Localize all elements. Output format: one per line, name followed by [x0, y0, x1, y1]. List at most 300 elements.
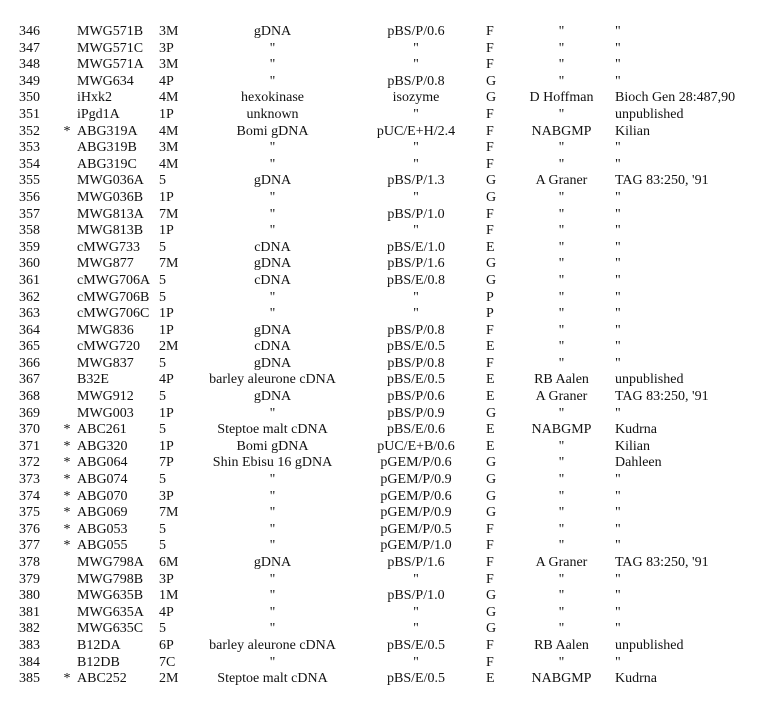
- entry-number: 373: [19, 472, 40, 488]
- quality-grade: G: [486, 488, 497, 504]
- probe-type: Bomi gDNA: [236, 123, 309, 139]
- clone-name: iPgd1A: [77, 106, 120, 122]
- clone-name: ABC252: [77, 671, 127, 687]
- vector-insert: pGEM/P/0.9: [380, 505, 452, 521]
- probe-type: cDNA: [254, 272, 291, 288]
- probe-source: ": [558, 339, 565, 355]
- table-row: [19, 638, 767, 655]
- marker-asterisk: *: [63, 671, 71, 687]
- probe-source: ": [558, 322, 565, 338]
- probe-type: ": [269, 488, 276, 504]
- probe-type: hexokinase: [241, 90, 304, 106]
- chromosome-arm: 5: [159, 538, 166, 554]
- table-row: [19, 339, 767, 356]
- reference: ": [615, 521, 621, 537]
- chromosome-arm: 7C: [159, 654, 176, 670]
- probe-source: ": [558, 505, 565, 521]
- clone-name: ABG069: [77, 505, 128, 521]
- reference: ": [615, 206, 621, 222]
- chromosome-arm: 3P: [159, 488, 174, 504]
- marker-asterisk: [57, 24, 77, 41]
- table-row: [19, 489, 767, 506]
- reference: Dahleen: [615, 455, 662, 471]
- table-row: [19, 555, 767, 572]
- reference: ": [615, 654, 621, 670]
- quality-grade: G: [486, 604, 497, 620]
- table-row: [19, 41, 767, 58]
- table-row: [19, 389, 767, 406]
- probe-type: ": [269, 223, 276, 239]
- vector-insert: ": [413, 306, 419, 322]
- clone-name: ABG319C: [77, 156, 137, 172]
- reference: TAG 83:250, '91: [615, 555, 709, 570]
- chromosome-arm: 5: [159, 521, 166, 537]
- probe-type: ": [269, 189, 276, 205]
- marker-asterisk: *: [63, 505, 71, 521]
- vector-insert: pBS/P/0.8: [387, 355, 445, 371]
- reference: ": [615, 322, 621, 338]
- chromosome-arm: 6M: [159, 555, 179, 570]
- probe-source: ": [558, 206, 565, 222]
- probe-source: ": [558, 571, 565, 587]
- quality-grade: P: [486, 289, 494, 305]
- table-row: [19, 455, 767, 472]
- vector-insert: pBS/P/0.8: [387, 322, 445, 338]
- marker-asterisk: [57, 306, 77, 323]
- quality-grade: F: [486, 57, 494, 73]
- quality-grade: F: [486, 123, 494, 139]
- probe-source: NABGMP: [531, 422, 592, 438]
- quality-grade: F: [486, 555, 494, 570]
- probe-source: ": [558, 306, 565, 322]
- clone-name: ABG319B: [77, 140, 137, 156]
- probe-type: ": [269, 405, 276, 421]
- marker-asterisk: [57, 173, 77, 190]
- clone-name: ABG055: [77, 538, 128, 554]
- probe-source: A Graner: [535, 389, 588, 405]
- probe-source: ": [558, 256, 565, 272]
- probe-source: ": [558, 588, 565, 604]
- table-row: [19, 57, 767, 74]
- entry-number: 374: [19, 488, 40, 504]
- vector-insert: pBS/E/0.5: [387, 339, 445, 355]
- probe-source: ": [558, 272, 565, 288]
- probe-source: ": [558, 289, 565, 305]
- probe-source: ": [558, 654, 565, 670]
- chromosome-arm: 4M: [159, 123, 179, 139]
- quality-grade: F: [486, 40, 494, 56]
- marker-asterisk: *: [63, 521, 71, 537]
- table-row: [19, 588, 767, 605]
- chromosome-arm: 3M: [159, 24, 179, 39]
- chromosome-arm: 3M: [159, 140, 179, 156]
- reference: Bioch Gen 28:487,90: [615, 90, 736, 106]
- marker-asterisk: [57, 406, 77, 423]
- entry-number: 375: [19, 505, 40, 521]
- reference: unpublished: [615, 372, 684, 388]
- quality-grade: E: [486, 671, 495, 687]
- entry-number: 376: [19, 521, 40, 537]
- table-row: [19, 124, 767, 141]
- probe-type: ": [269, 156, 276, 172]
- entry-number: 385: [19, 671, 40, 687]
- table-row: [19, 74, 767, 91]
- probe-source: ": [558, 24, 565, 39]
- vector-insert: pUC/E+B/0.6: [377, 438, 455, 454]
- quality-grade: E: [486, 422, 495, 438]
- probe-type: gDNA: [253, 389, 292, 405]
- marker-asterisk: [57, 207, 77, 224]
- entry-number: 347: [19, 40, 40, 56]
- probe-type: Steptoe malt cDNA: [217, 422, 328, 438]
- reference: ": [615, 604, 621, 620]
- vector-insert: pBS/E/0.5: [387, 671, 445, 687]
- clone-name: MWG798A: [77, 555, 144, 570]
- chromosome-arm: 5: [159, 289, 166, 305]
- probe-source: ": [558, 239, 565, 255]
- quality-grade: F: [486, 521, 494, 537]
- chromosome-arm: 5: [159, 239, 166, 255]
- vector-insert: ": [413, 621, 419, 637]
- entry-number: 353: [19, 140, 40, 156]
- reference: ": [615, 256, 621, 272]
- chromosome-arm: 4P: [159, 372, 174, 388]
- probe-type: ": [269, 73, 276, 89]
- clone-name: MWG813A: [77, 206, 144, 222]
- clone-name: MWG635A: [77, 604, 144, 620]
- probe-source: ": [558, 156, 565, 172]
- chromosome-arm: 2M: [159, 671, 179, 687]
- clone-name: cMWG706C: [77, 306, 150, 322]
- quality-grade: G: [486, 189, 497, 205]
- probe-source: ": [558, 621, 565, 637]
- probe-type: gDNA: [253, 322, 292, 338]
- quality-grade: F: [486, 571, 494, 587]
- marker-asterisk: [57, 356, 77, 373]
- table-row: [19, 207, 767, 224]
- chromosome-arm: 3P: [159, 40, 174, 56]
- reference: TAG 83:250, '91: [615, 389, 709, 405]
- clone-name: MWG836: [77, 322, 134, 338]
- table-row: [19, 605, 767, 622]
- table-row: [19, 655, 767, 672]
- probe-type: barley aleurone cDNA: [209, 372, 336, 388]
- marker-asterisk: [57, 157, 77, 174]
- probe-type: ": [269, 621, 276, 637]
- entry-number: 383: [19, 637, 40, 653]
- table-row: [19, 406, 767, 423]
- chromosome-arm: 1P: [159, 106, 174, 122]
- chromosome-arm: 3P: [159, 571, 174, 587]
- probe-source: ": [558, 40, 565, 56]
- reference: ": [615, 73, 621, 89]
- probe-type: gDNA: [253, 24, 292, 39]
- table-row: [19, 422, 767, 439]
- clone-name: MWG571C: [77, 40, 144, 56]
- chromosome-arm: 5: [159, 355, 166, 371]
- chromosome-arm: 1P: [159, 223, 174, 239]
- quality-grade: G: [486, 588, 497, 604]
- vector-insert: pBS/P/0.6: [387, 389, 445, 405]
- clone-name: MWG036B: [77, 189, 144, 205]
- probe-source: RB Aalen: [534, 637, 589, 653]
- marker-asterisk: [57, 190, 77, 207]
- probe-type: ": [269, 505, 276, 521]
- clone-name: cMWG720: [77, 339, 140, 355]
- table-row: [19, 505, 767, 522]
- chromosome-arm: 1P: [159, 405, 174, 421]
- clone-name: cMWG706A: [77, 272, 151, 288]
- marker-asterisk: [57, 256, 77, 273]
- probe-source: ": [558, 405, 565, 421]
- vector-insert: pBS/E/1.0: [387, 239, 445, 255]
- probe-source: ": [558, 472, 565, 488]
- probe-type: ": [269, 289, 276, 305]
- clone-name: MWG635B: [77, 588, 144, 604]
- marker-asterisk: *: [63, 538, 71, 554]
- probe-type: Bomi gDNA: [236, 438, 309, 454]
- probe-type: Shin Ebisu 16 gDNA: [212, 455, 333, 471]
- entry-number: 351: [19, 106, 40, 122]
- clone-name: MWG036A: [77, 173, 144, 189]
- table-row: [19, 522, 767, 539]
- vector-insert: pBS/P/1.6: [387, 555, 445, 570]
- vector-insert: ": [413, 57, 419, 73]
- entry-number: 377: [19, 538, 40, 554]
- entry-number: 365: [19, 339, 40, 355]
- clone-name: MWG571B: [77, 24, 144, 39]
- probe-type: Steptoe malt cDNA: [217, 671, 328, 687]
- probe-type: cDNA: [254, 239, 291, 255]
- table-row: [19, 621, 767, 638]
- clone-name: MWG798B: [77, 571, 144, 587]
- entry-number: 369: [19, 405, 40, 421]
- reference: ": [615, 289, 621, 305]
- quality-grade: E: [486, 372, 495, 388]
- marker-asterisk: [57, 605, 77, 622]
- probe-source: ": [558, 538, 565, 554]
- reference: ": [615, 239, 621, 255]
- reference: ": [615, 223, 621, 239]
- clone-name: MWG877: [77, 256, 134, 272]
- probe-source: ": [558, 189, 565, 205]
- entry-number: 364: [19, 322, 40, 338]
- clone-name: MWG635C: [77, 621, 144, 637]
- chromosome-arm: 2M: [159, 339, 179, 355]
- vector-insert: ": [413, 140, 419, 156]
- probe-source: ": [558, 438, 565, 454]
- table-row: [19, 671, 767, 688]
- clone-name: ABG064: [77, 455, 128, 471]
- probe-type: cDNA: [254, 339, 291, 355]
- quality-grade: F: [486, 654, 494, 670]
- chromosome-arm: 4P: [159, 73, 174, 89]
- reference: ": [615, 140, 621, 156]
- quality-grade: F: [486, 140, 494, 156]
- table-row: [19, 223, 767, 240]
- marker-asterisk: [57, 638, 77, 655]
- vector-insert: pGEM/P/0.9: [380, 472, 452, 488]
- clone-name: cMWG733: [77, 239, 140, 255]
- probe-type: barley aleurone cDNA: [209, 637, 336, 653]
- entry-number: 346: [19, 24, 40, 39]
- probe-source: ": [558, 355, 565, 371]
- entry-number: 356: [19, 189, 40, 205]
- chromosome-arm: 1M: [159, 588, 179, 604]
- reference: ": [615, 24, 621, 39]
- clone-name: MWG634: [77, 73, 134, 89]
- quality-grade: F: [486, 322, 494, 338]
- clone-name: iHxk2: [77, 90, 112, 106]
- quality-grade: F: [486, 538, 494, 554]
- probe-type: ": [269, 571, 276, 587]
- table-row: [19, 356, 767, 373]
- entry-number: 360: [19, 256, 40, 272]
- probe-table: [19, 24, 767, 688]
- probe-type: ": [269, 206, 276, 222]
- vector-insert: pBS/E/0.6: [387, 422, 445, 438]
- reference: ": [615, 156, 621, 172]
- chromosome-arm: 1P: [159, 322, 174, 338]
- reference: ": [615, 40, 621, 56]
- reference: ": [615, 538, 621, 554]
- quality-grade: F: [486, 223, 494, 239]
- chromosome-arm: 1P: [159, 438, 174, 454]
- marker-asterisk: [57, 140, 77, 157]
- table-row: [19, 439, 767, 456]
- reference: ": [615, 588, 621, 604]
- reference: ": [615, 472, 621, 488]
- probe-type: unknown: [246, 106, 299, 122]
- probe-source: NABGMP: [531, 671, 592, 687]
- clone-name: ABG320: [77, 438, 128, 454]
- quality-grade: G: [486, 472, 497, 488]
- quality-grade: F: [486, 355, 494, 371]
- entry-number: 366: [19, 355, 40, 371]
- probe-type: ": [269, 40, 276, 56]
- clone-name: B12DA: [77, 637, 121, 653]
- marker-asterisk: *: [63, 488, 71, 504]
- probe-type: ": [269, 604, 276, 620]
- probe-type: ": [269, 654, 276, 670]
- probe-type: ": [269, 538, 276, 554]
- chromosome-arm: 7M: [159, 206, 179, 222]
- vector-insert: pBS/P/0.9: [387, 405, 445, 421]
- reference: Kilian: [615, 123, 650, 139]
- probe-source: NABGMP: [531, 123, 592, 139]
- vector-insert: pBS/E/0.8: [387, 272, 445, 288]
- entry-number: 382: [19, 621, 40, 637]
- quality-grade: F: [486, 206, 494, 222]
- reference: ": [615, 488, 621, 504]
- quality-grade: E: [486, 438, 495, 454]
- table-row: [19, 538, 767, 555]
- marker-asterisk: [57, 621, 77, 638]
- reference: ": [615, 306, 621, 322]
- probe-source: ": [558, 455, 565, 471]
- reference: ": [615, 57, 621, 73]
- table-row: [19, 273, 767, 290]
- quality-grade: G: [486, 173, 497, 189]
- reference: ": [615, 621, 621, 637]
- vector-insert: ": [413, 223, 419, 239]
- table-row: [19, 372, 767, 389]
- vector-insert: pBS/P/1.0: [387, 588, 445, 604]
- entry-number: 355: [19, 173, 40, 189]
- reference: unpublished: [615, 637, 684, 653]
- chromosome-arm: 3M: [159, 57, 179, 73]
- vector-insert: ": [413, 654, 419, 670]
- quality-grade: F: [486, 106, 494, 122]
- table-row: [19, 256, 767, 273]
- entry-number: 378: [19, 555, 40, 570]
- chromosome-arm: 5: [159, 173, 166, 189]
- entry-number: 349: [19, 73, 40, 89]
- probe-type: ": [269, 57, 276, 73]
- probe-type: ": [269, 588, 276, 604]
- vector-insert: pBS/E/0.5: [387, 637, 445, 653]
- entry-number: 368: [19, 389, 40, 405]
- clone-name: MWG813B: [77, 223, 144, 239]
- quality-grade: G: [486, 272, 497, 288]
- quality-grade: G: [486, 505, 497, 521]
- probe-type: ": [269, 140, 276, 156]
- reference: ": [615, 505, 621, 521]
- probe-type: gDNA: [253, 355, 292, 371]
- vector-insert: ": [413, 571, 419, 587]
- probe-source: A Graner: [535, 555, 588, 570]
- marker-asterisk: [57, 290, 77, 307]
- quality-grade: E: [486, 239, 495, 255]
- quality-grade: F: [486, 24, 494, 39]
- chromosome-arm: 1P: [159, 306, 174, 322]
- probe-source: D Hoffman: [529, 90, 594, 106]
- table-row: [19, 240, 767, 257]
- marker-asterisk: [57, 273, 77, 290]
- clone-name: cMWG706B: [77, 289, 150, 305]
- marker-asterisk: *: [63, 422, 71, 438]
- chromosome-arm: 4P: [159, 604, 174, 620]
- reference: ": [615, 571, 621, 587]
- table-row: [19, 572, 767, 589]
- vector-insert: pGEM/P/0.6: [380, 455, 452, 471]
- chromosome-arm: 5: [159, 389, 166, 405]
- entry-number: 362: [19, 289, 40, 305]
- table-row: [19, 107, 767, 124]
- entry-number: 367: [19, 372, 40, 388]
- probe-type: gDNA: [253, 256, 292, 272]
- entry-number: 361: [19, 272, 40, 288]
- quality-grade: G: [486, 405, 497, 421]
- vector-insert: pGEM/P/1.0: [380, 538, 452, 554]
- vector-insert: pBS/P/1.6: [387, 256, 445, 272]
- reference: ": [615, 272, 621, 288]
- probe-source: ": [558, 140, 565, 156]
- entry-number: 358: [19, 223, 40, 239]
- probe-source: ": [558, 106, 565, 122]
- chromosome-arm: 4M: [159, 156, 179, 172]
- marker-asterisk: [57, 389, 77, 406]
- quality-grade: E: [486, 339, 495, 355]
- vector-insert: pGEM/P/0.6: [380, 488, 452, 504]
- vector-insert: isozyme: [392, 90, 440, 106]
- table-row: [19, 157, 767, 174]
- vector-insert: ": [413, 604, 419, 620]
- probe-type: gDNA: [253, 555, 292, 570]
- entry-number: 381: [19, 604, 40, 620]
- chromosome-arm: 7P: [159, 455, 174, 471]
- chromosome-arm: 7M: [159, 505, 179, 521]
